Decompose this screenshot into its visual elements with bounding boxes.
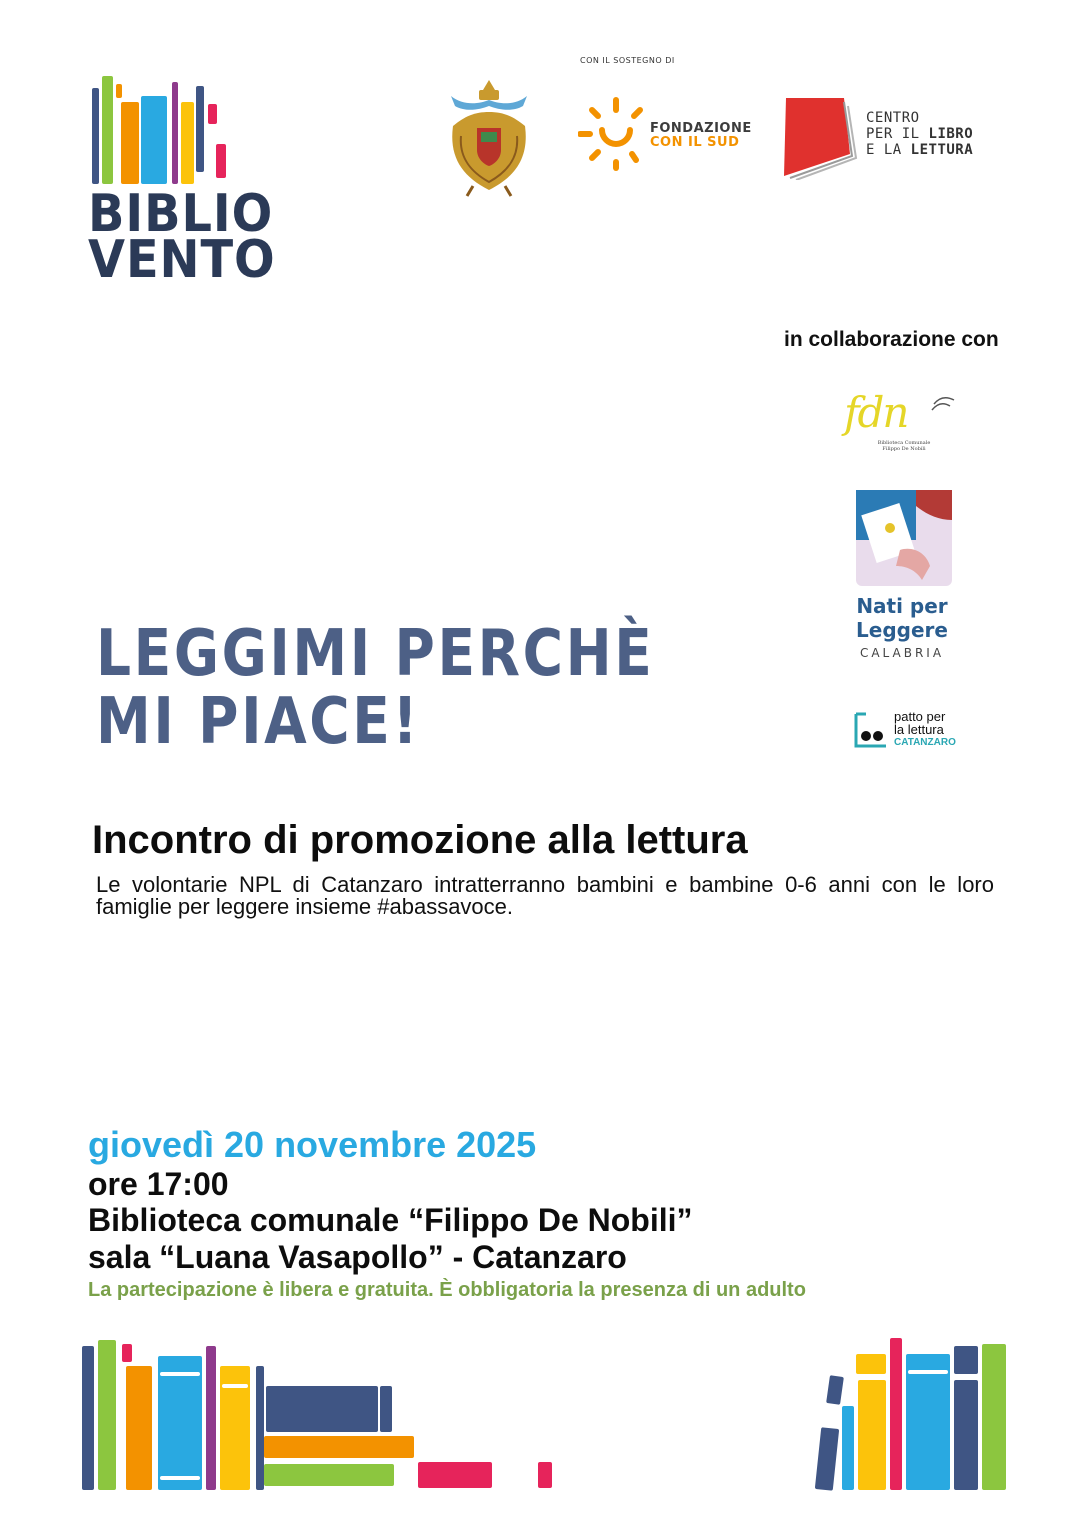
fondazione-line1: FONDAZIONE (650, 121, 752, 136)
centro-line1: CENTRO (866, 110, 920, 126)
event-title-line2: MI PIACE! (96, 685, 421, 759)
biblio-vento-logo (88, 74, 276, 290)
books-graphic-left (80, 1336, 570, 1492)
patto-line1: patto per (894, 709, 946, 724)
event-subtitle: Incontro di promozione alla lettura (92, 818, 748, 862)
event-description: Le volontarie NPL di Catanzaro intratterranno bambini e bambine 0-6 anni con le loro famiglie per leggere insieme #abassavoce. (96, 872, 994, 919)
nati-per-leggere-logo (842, 490, 962, 666)
collaboration-label: in collaborazione con (784, 328, 999, 351)
fdn-sub1: Biblioteca Comunale (877, 440, 931, 446)
reading-child-icon (856, 490, 952, 586)
event-venue-line1: Biblioteca comunale “Filippo De Nobili” (88, 1202, 693, 1238)
centro-line3b: LETTURA (910, 142, 974, 158)
logo-line-vento: VENTO (88, 230, 276, 290)
npl-line1: Nati per (856, 594, 948, 618)
event-date: giovedì 20 novembre 2025 (88, 1124, 537, 1165)
sun-icon (578, 96, 658, 176)
npl-line3: CALABRIA (859, 646, 945, 660)
calabria-region-crest-icon (443, 76, 535, 200)
event-title (96, 617, 655, 759)
event-note: La partecipazione è libera e gratuita. È obbligatoria la presenza di un adulto (88, 1279, 806, 1301)
centro-line3a: E LA (866, 142, 911, 158)
logo-books-graphic (88, 74, 248, 186)
books-graphic-right (812, 1336, 1012, 1492)
red-book-icon (780, 94, 860, 180)
npl-line2: Leggere (856, 618, 948, 642)
patto-line2: la lettura (894, 722, 944, 737)
fondazione-con-il-sud-logo (578, 96, 758, 176)
patto-line3: CATANZARO (894, 737, 956, 748)
event-venue-line2: sala “Luana Vasapollo” - Catanzaro (88, 1239, 627, 1275)
fdn-library-logo (838, 388, 962, 460)
event-title-line1: LEGGIMI PERCHÈ (96, 617, 655, 691)
support-label: CON IL SOSTEGNO DI (580, 56, 675, 65)
centro-libro-lettura-logo (780, 94, 1020, 180)
centro-line2a: PER IL (866, 126, 929, 142)
centro-line2b: LIBRO (928, 126, 974, 142)
fondazione-line2: CON IL SUD (650, 135, 740, 150)
patto-per-la-lettura-logo (854, 708, 984, 752)
logo-line-biblio: BIBLIO (88, 184, 274, 244)
sound-waves-icon (928, 392, 958, 416)
patto-bracket-icon (854, 710, 888, 750)
fdn-mark: fdn (844, 388, 908, 437)
fdn-sub2: Filippo De Nobili (882, 446, 926, 452)
event-time: ore 17:00 (88, 1166, 229, 1202)
